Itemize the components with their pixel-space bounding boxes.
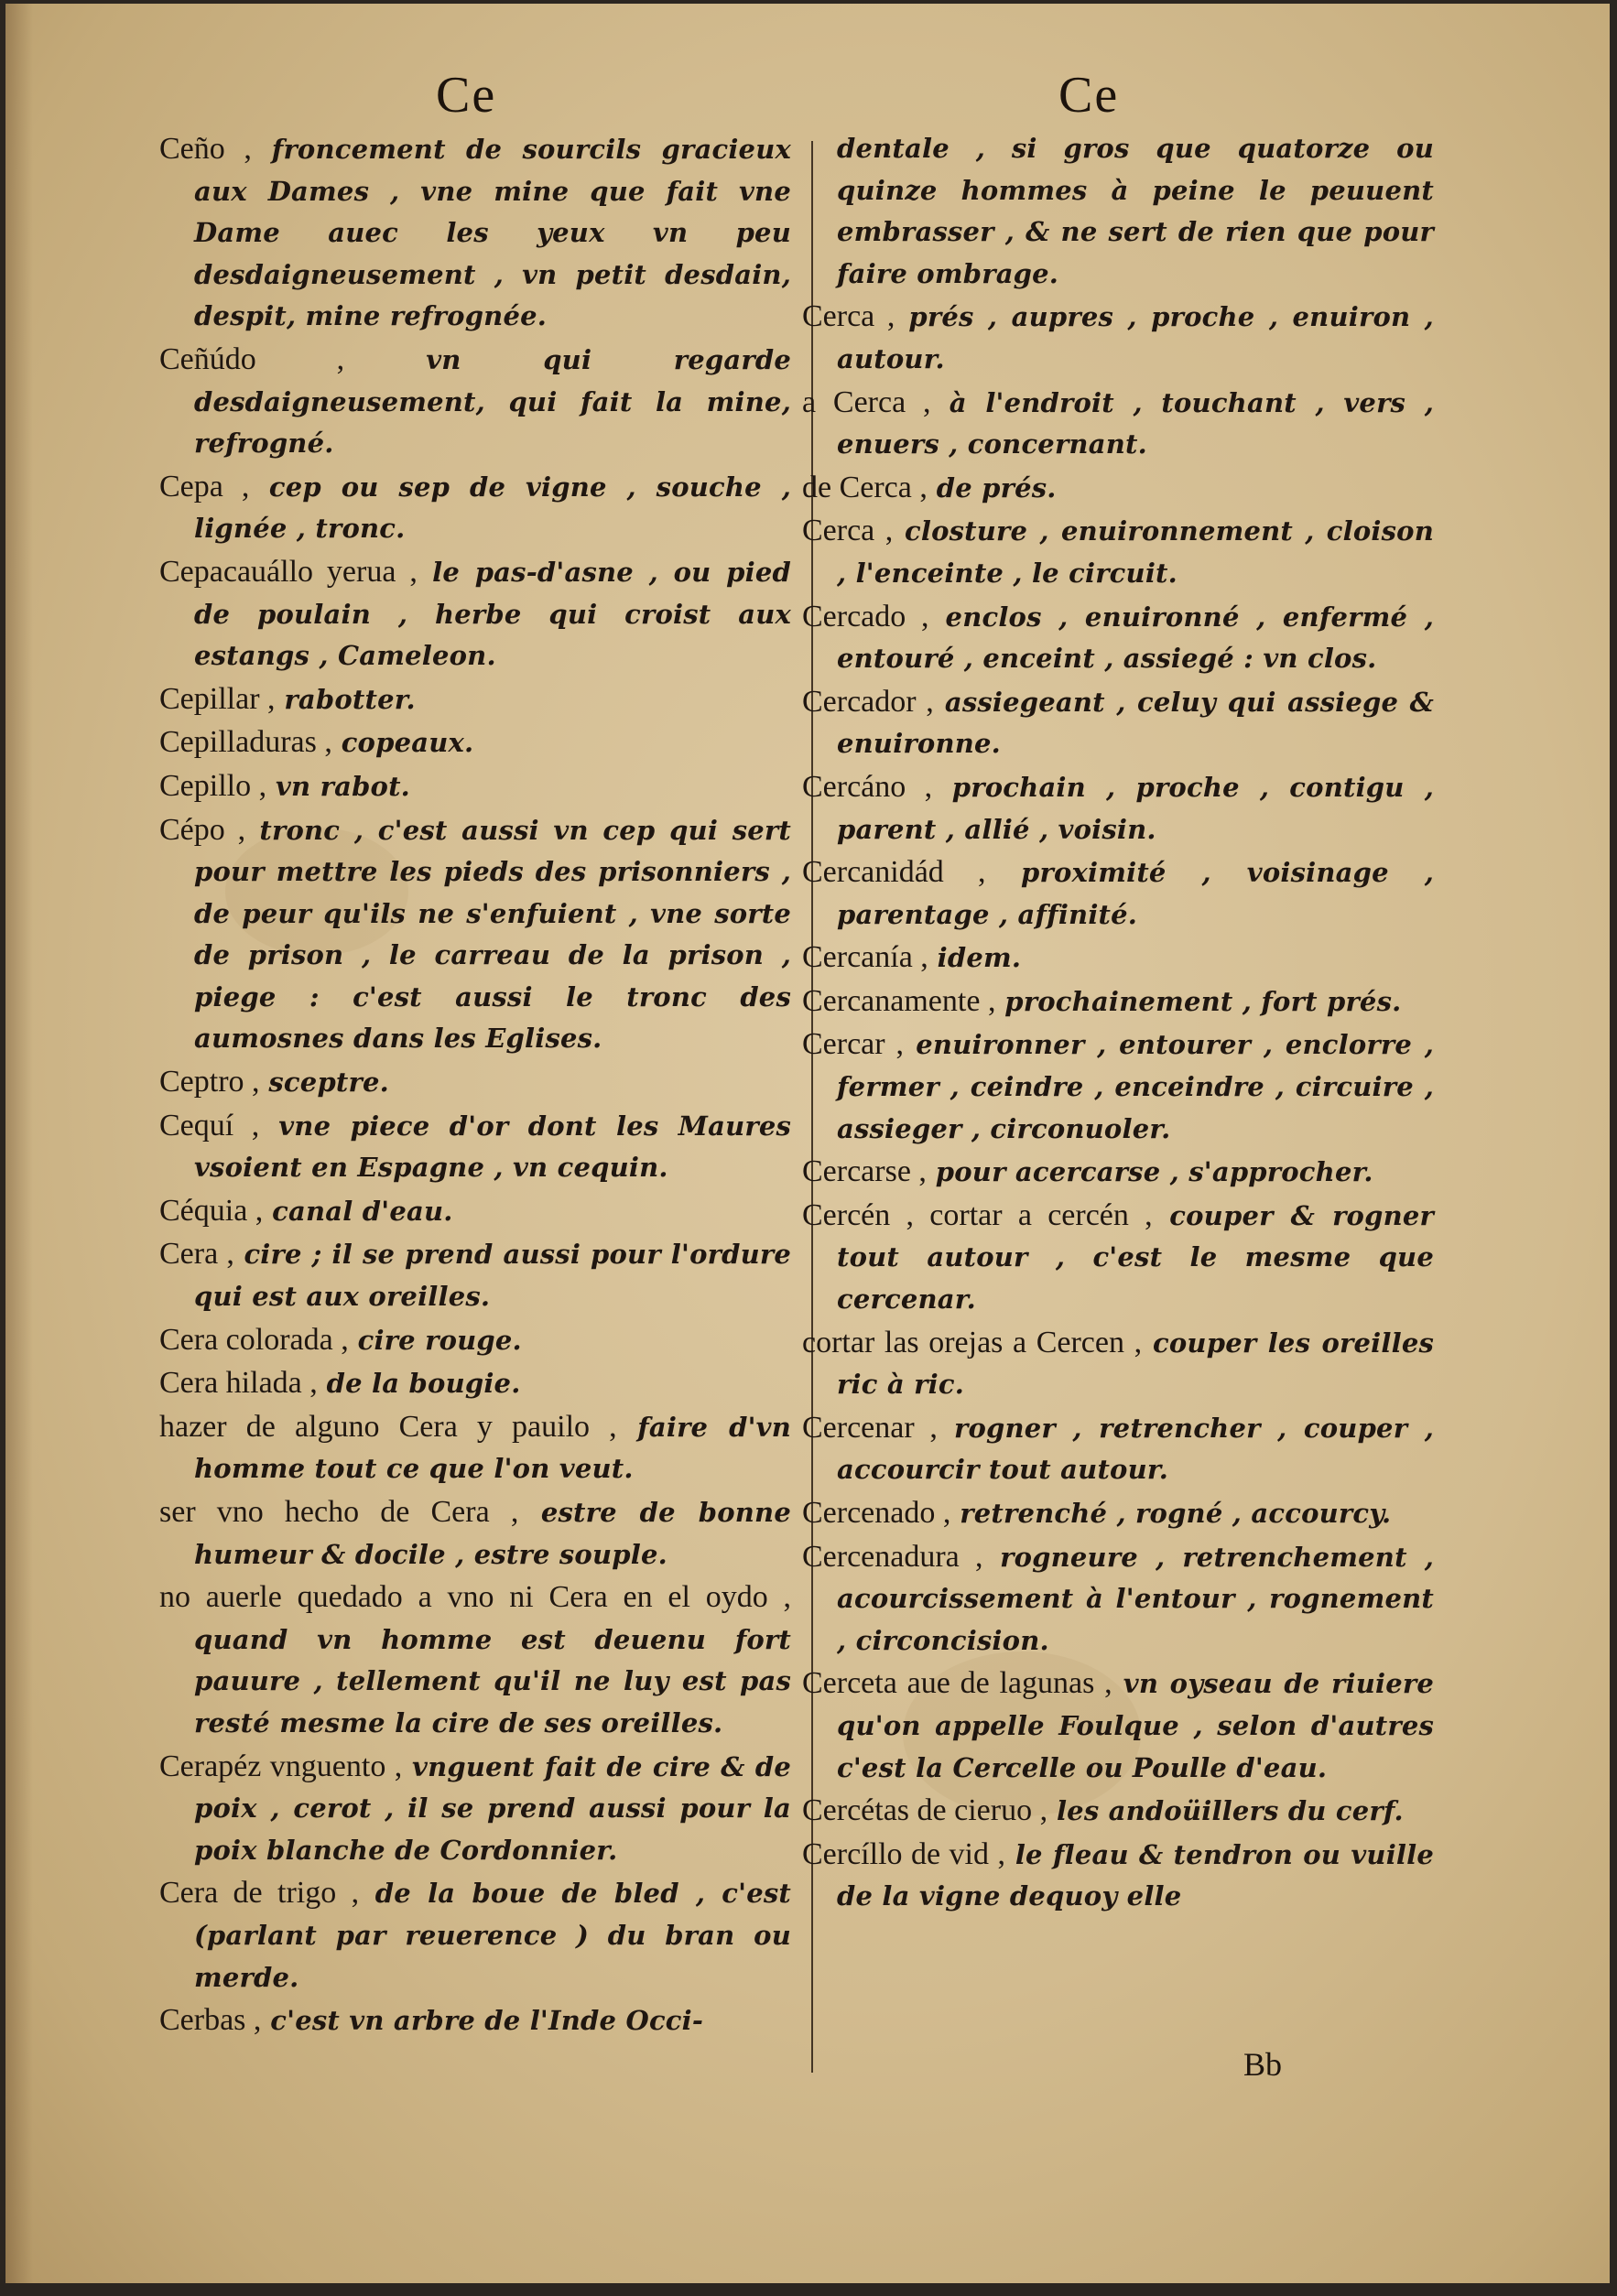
running-head-right: Ce (1058, 67, 1120, 124)
dictionary-entry (159, 1362, 791, 1405)
entry-definition: tronc , c'est aussi vn cep qui sert pour mettre les pieds des prisonniers , de peur qu'ils ne s'enfuient , vne sorte de prison , le carreau de la prison , piege : c'est aussi le tronc des aumosnes dans les Eglises. (194, 814, 791, 1055)
entry-definition: le fleau & tendron ou vuille de la vigne dequoy elle (837, 1838, 1434, 1912)
entry-definition: les andoüillers du cerf. (1056, 1795, 1404, 1827)
dictionary-entry (802, 937, 1434, 980)
dictionary-entry (159, 1061, 791, 1104)
signature-mark: Bb (1243, 2046, 1283, 2083)
entry-headword: Cercado , (802, 599, 929, 634)
entry-headword: Cercarse , (802, 1154, 927, 1189)
dictionary-entry (159, 721, 791, 764)
dictionary-entry (802, 1662, 1434, 1789)
dictionary-entry (802, 1536, 1434, 1662)
dictionary-entry (802, 128, 1434, 295)
entry-headword: Cercenadura , (802, 1539, 983, 1574)
entry-headword: Cercador , (802, 684, 934, 719)
dictionary-entry (802, 467, 1434, 510)
dictionary-entry (802, 681, 1434, 765)
dictionary-entry (802, 1322, 1434, 1406)
entry-definition: closture , enuironnement , cloison , l'enceinte , le circuit. (837, 515, 1434, 589)
dictionary-entry (802, 1492, 1434, 1535)
dictionary-entry (159, 128, 791, 338)
entry-definition: estre de bonne humeur & docile , estre souple. (194, 1497, 791, 1570)
entry-definition: cire ; il se prend aussi pour l'ordure qui est aux oreilles. (194, 1239, 792, 1313)
dictionary-entry (802, 510, 1434, 594)
entry-definition: rogner , retrencher , couper , accourcir tout autour. (837, 1412, 1434, 1486)
dictionary-page (5, 4, 1610, 2283)
left-column (159, 128, 791, 2043)
entry-headword: Cera colorada , (159, 1322, 349, 1357)
entry-definition: cep ou sep de vigne , souche , lignée , tronc. (194, 471, 791, 545)
entry-headword: Cerceta aue de lagunas , (802, 1666, 1112, 1701)
entry-definition: couper les oreilles ric à ric. (837, 1327, 1435, 1401)
page-gutter-shadow (5, 4, 33, 2283)
entry-headword: Cerca , (802, 514, 894, 548)
dictionary-entry (802, 1407, 1434, 1491)
dictionary-entry (802, 1023, 1434, 1150)
entry-definition: le pas-d'asne , ou pied de poulain , herbe qui croist aux estangs , Cameleon. (194, 556, 791, 672)
entry-headword: Cercanamente , (802, 983, 996, 1018)
entry-headword: cortar las orejas a Cercen , (802, 1325, 1143, 1359)
entry-definition: rabotter. (284, 683, 416, 715)
entry-headword: Cerca , (802, 299, 895, 334)
entry-headword: Cepacauállo yerua , (159, 554, 418, 589)
dictionary-entry (159, 809, 791, 1061)
entry-definition: de la bougie. (326, 1368, 521, 1400)
entry-definition: copeaux. (341, 727, 474, 759)
entry-definition: enuironner , entourer , enclorre , fermer , ceindre , enceindre , circuire , assieger , circonuoler. (837, 1029, 1434, 1144)
dictionary-entry (159, 1406, 791, 1490)
entry-definition: enclos , enuironné , enfermé , entouré , enceint , assiegé : vn clos. (837, 601, 1434, 675)
entry-definition: idem. (937, 942, 1022, 974)
entry-definition: dentale , si gros que quatorze ou quinze hommes à peine le peuuent embrasser , & ne sert de rien que pour faire ombrage. (837, 133, 1434, 289)
dictionary-entry (802, 1790, 1434, 1833)
dictionary-entry (159, 1105, 791, 1189)
entry-headword: Cepa , (159, 469, 250, 504)
dictionary-entry (159, 1576, 791, 1744)
dictionary-entry (159, 1491, 791, 1576)
right-column (802, 128, 1434, 1919)
dictionary-entry (802, 1834, 1434, 1918)
entry-headword: hazer de alguno Cera y pauilo , (159, 1409, 617, 1444)
entry-headword: Cera , (159, 1237, 234, 1272)
entry-headword: Cercanidád , (802, 855, 986, 890)
entry-headword: Cepillar , (159, 681, 276, 716)
entry-headword: a Cerca , (802, 384, 931, 419)
entry-definition: sceptre. (268, 1067, 389, 1099)
running-head-left: Ce (436, 67, 497, 124)
entry-definition: à l'endroit , touchant , vers , enuers , concernant. (837, 386, 1434, 460)
dictionary-entry (159, 466, 791, 550)
dictionary-entry (802, 296, 1434, 380)
entry-headword: Ceptro , (159, 1065, 260, 1099)
dictionary-entry (802, 1151, 1434, 1194)
entry-headword: de Cerca , (802, 470, 928, 504)
entry-definition: de la boue de bled , c'est (parlant par reuerence ) du bran ou merde. (194, 1878, 791, 1993)
dictionary-entry (802, 1195, 1434, 1321)
entry-headword: Cercén , cortar a cercén , (802, 1197, 1153, 1232)
entry-definition: assiegeant , celuy qui assiege & enuironne. (837, 686, 1434, 760)
dictionary-entry (159, 339, 791, 465)
entry-definition: vnguent fait de cire & de poix , cerot , il se prend aussi pour la poix blanche de Cordonnier. (194, 1750, 792, 1866)
entry-definition: quand vn homme est deuenu fort pauure , tellement qu'il ne luy est pas resté mesme la cire de ses oreilles. (194, 1623, 791, 1738)
entry-definition: rogneure , retrenchement , acourcissement à l'entour , rognement , circoncision. (837, 1541, 1434, 1656)
entry-definition: vne piece d'or dont les Maures vsoient en Espagne , vn cequin. (194, 1110, 792, 1184)
entry-definition: de prés. (936, 471, 1057, 504)
entry-definition: couper & rogner tout autour , c'est le mesme que cercenar. (837, 1199, 1434, 1316)
dictionary-entry (159, 1746, 791, 1872)
dictionary-entry (159, 1999, 791, 2042)
entry-definition: prochainement , fort prés. (1004, 985, 1402, 1017)
entry-headword: Cercenar , (802, 1410, 938, 1445)
entry-headword: Cepillo , (159, 768, 267, 803)
entry-definition: vn oyseau de riuiere qu'on appelle Foulque , selon d'autres c'est la Cercelle ou Poulle d'eau. (837, 1668, 1435, 1783)
entry-headword: Cépo , (159, 812, 246, 847)
dictionary-entry (159, 1872, 791, 1998)
entry-definition: canal d'eau. (272, 1195, 453, 1227)
entry-definition: froncement de sourcils gracieux aux Dames , vne mine que fait vne Dame auec les yeux vn peu desdaigneusement , vn petit desdain, despit, mine refrognée. (194, 134, 791, 332)
entry-headword: Céquia , (159, 1193, 264, 1228)
entry-headword: Cerbas , (159, 2003, 262, 2038)
entry-definition: cire rouge. (357, 1324, 522, 1356)
dictionary-entry (159, 1319, 791, 1362)
entry-headword: Cercenado , (802, 1496, 951, 1530)
entry-definition: pour acercarse , s'approcher. (935, 1156, 1373, 1188)
entry-headword: Ceño , (159, 132, 252, 166)
dictionary-entry (159, 765, 791, 808)
entry-headword: Cera hilada , (159, 1366, 318, 1401)
entry-definition: prochain , proche , contigu , parent , allié , voisin. (837, 771, 1434, 845)
entry-headword: Cequí , (159, 1108, 260, 1143)
entry-headword: Cercáno , (802, 769, 933, 804)
entry-headword: Cercanía , (802, 940, 928, 975)
entry-headword: Ceñúdo , (159, 341, 345, 376)
entry-headword: ser vno hecho de Cera , (159, 1495, 519, 1529)
dictionary-entry (159, 551, 791, 677)
entry-headword: Cepilladuras , (159, 725, 332, 760)
entry-headword: Cercar , (802, 1027, 905, 1062)
dictionary-entry (802, 980, 1434, 1023)
entry-definition: proximité , voisinage , parentage , affinité. (837, 857, 1435, 930)
dictionary-entry (159, 678, 791, 721)
entry-definition: vn rabot. (275, 770, 410, 802)
dictionary-entry (802, 851, 1434, 936)
entry-headword: no auerle quedado a vno ni Cera en el oydo , (159, 1580, 791, 1615)
entry-definition: retrenché , rogné , accourcy. (960, 1498, 1392, 1529)
dictionary-entry (802, 596, 1434, 680)
entry-headword: Cera de trigo , (159, 1876, 360, 1911)
entry-definition: faire d'vn homme tout ce que l'on veut. (194, 1411, 792, 1485)
entry-headword: Cercíllo de vid , (802, 1836, 1005, 1871)
entry-definition: vn qui regarde desdaigneusement, qui fait la mine, refrogné. (194, 343, 791, 460)
entry-definition: prés , aupres , proche , enuiron , autour. (837, 301, 1434, 374)
entry-headword: Cerapéz vnguento , (159, 1749, 403, 1783)
dictionary-entry (159, 1190, 791, 1233)
entry-headword: Cercétas de cieruo , (802, 1793, 1048, 1828)
dictionary-entry (802, 766, 1434, 850)
dictionary-entry (802, 382, 1434, 466)
dictionary-entry (159, 1233, 791, 1317)
entry-definition: c'est vn arbre de l'Inde Occi- (270, 2005, 704, 2037)
